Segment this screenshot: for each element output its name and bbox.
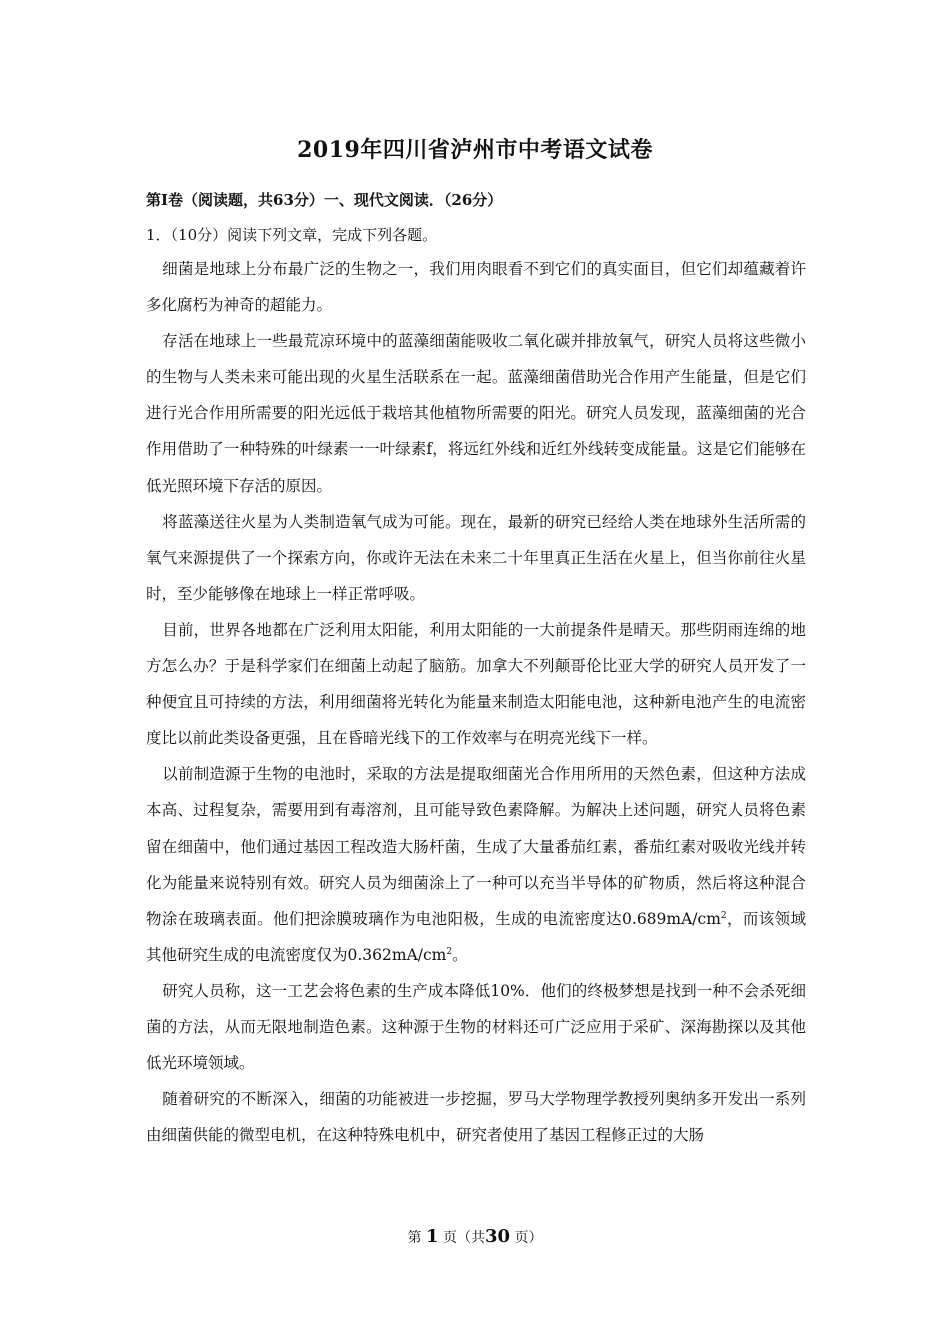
passage-paragraph-5	[146, 756, 806, 973]
page-number: 1	[425, 1226, 439, 1247]
page-footer	[0, 1226, 950, 1247]
total-pages: 30	[484, 1226, 511, 1247]
exponent-1: 2	[720, 910, 727, 921]
document-title: 2019年四川省泸州市中考语文试卷	[297, 137, 653, 163]
exponent-2: 2	[446, 946, 453, 957]
footer-prefix: 第	[407, 1230, 422, 1246]
paragraph-5-text-before: 以前制造源于生物的电池时，采取的方法是提取细菌光合作用所用的天然色素，但这种方法成本高、过程复杂，需要用到有毒溶剂，且可能导致色素降解。为解决上述问题，研究人员将色素留在细菌中，他们通过基因工程改造大肠杆菌，生成了大量番茄红素，番茄红素对吸收光线并转化为能量来说特别有效。研究人员为细菌涂上了一种可以充当半导体的矿物质，然后将这种混合物涂在玻璃表面。他们把涂膜玻璃作为电池阳极，生成的电流密度达	[146, 765, 806, 928]
footer-middle: 页（共	[442, 1230, 485, 1246]
question-prompt: 1．（10分）阅读下列文章，完成下列各题。	[146, 226, 438, 244]
footer-suffix: 页）	[514, 1230, 543, 1246]
paragraph-5-text-after: 。	[452, 945, 468, 964]
current-density-value-2: 0.362mA/cm	[347, 945, 447, 964]
passage-paragraph-2: 存活在地球上一些最荒凉环境中的蓝藻细菌能吸收二氧化碳并排放氧气，研究人员将这些微小的生物与人类未来可能出现的火星生活联系在一起。蓝藻细菌借助光合作用产生能量，但是它们进行光合作用所需要的阳光远低于栽培其他植物所需要的阳光。研究人员发现，蓝藻细菌的光合作用借助了一种特殊的叶绿素一一叶绿素f，将远红外线和近红外线转变成能量。这是它们能够在低光照环境下存活的原因。	[146, 332, 806, 495]
passage-paragraph-7: 随着研究的不断深入，细菌的功能被进一步挖掘，罗马大学物理学教授列奥纳多开发出一系列由细菌供能的微型电机，在这种特殊电机中，研究者使用了基因工程修正过的大肠	[146, 1090, 806, 1145]
section-header: 第Ⅰ卷（阅读题，共63分）一、现代文阅读．（26分）	[146, 191, 503, 209]
passage-paragraph-3: 将蓝藻送往火星为人类制造氧气成为可能。现在，最新的研究已经给人类在地球外生活所需的氧气来源提供了一个探索方向，你或许无法在未来二十年里真正生活在火星上，但当你前往火星时，至少能够像在地球上一样正常呼吸。	[146, 512, 806, 603]
passage-paragraph-4: 目前，世界各地都在广泛利用太阳能，利用太阳能的一大前提条件是晴天。那些阴雨连绵的地方怎么办？于是科学家们在细菌上动起了脑筋。加拿大不列颠哥伦比亚大学的研究人员开发了一种便宜且可持续的方法，利用细菌将光转化为能量来制造太阳能电池，这种新电池产生的电流密度比以前此类设备更强，且在昏暗光线下的工作效率与在明亮光线下一样。	[146, 620, 806, 748]
current-density-value-1: 0.689mA/cm	[622, 909, 721, 928]
passage-paragraph-1: 细菌是地球上分布最广泛的生物之一，我们用肉眼看不到它们的真实面目，但它们却蕴藏着许多化腐朽为神奇的超能力。	[146, 260, 806, 315]
paragraph-5-text-middle: ，而该领域其他研究生成的电流密度仅为	[146, 909, 806, 964]
passage-paragraph-6: 研究人员称，这一工艺会将色素的生产成本降低10%．他们的终极梦想是找到一种不会杀死细菌的方法，从而无限地制造色素。这种源于生物的材料还可广泛应用于采矿、深海勘探以及其他低光环境领域。	[146, 981, 806, 1073]
reading-passage	[146, 251, 806, 1153]
